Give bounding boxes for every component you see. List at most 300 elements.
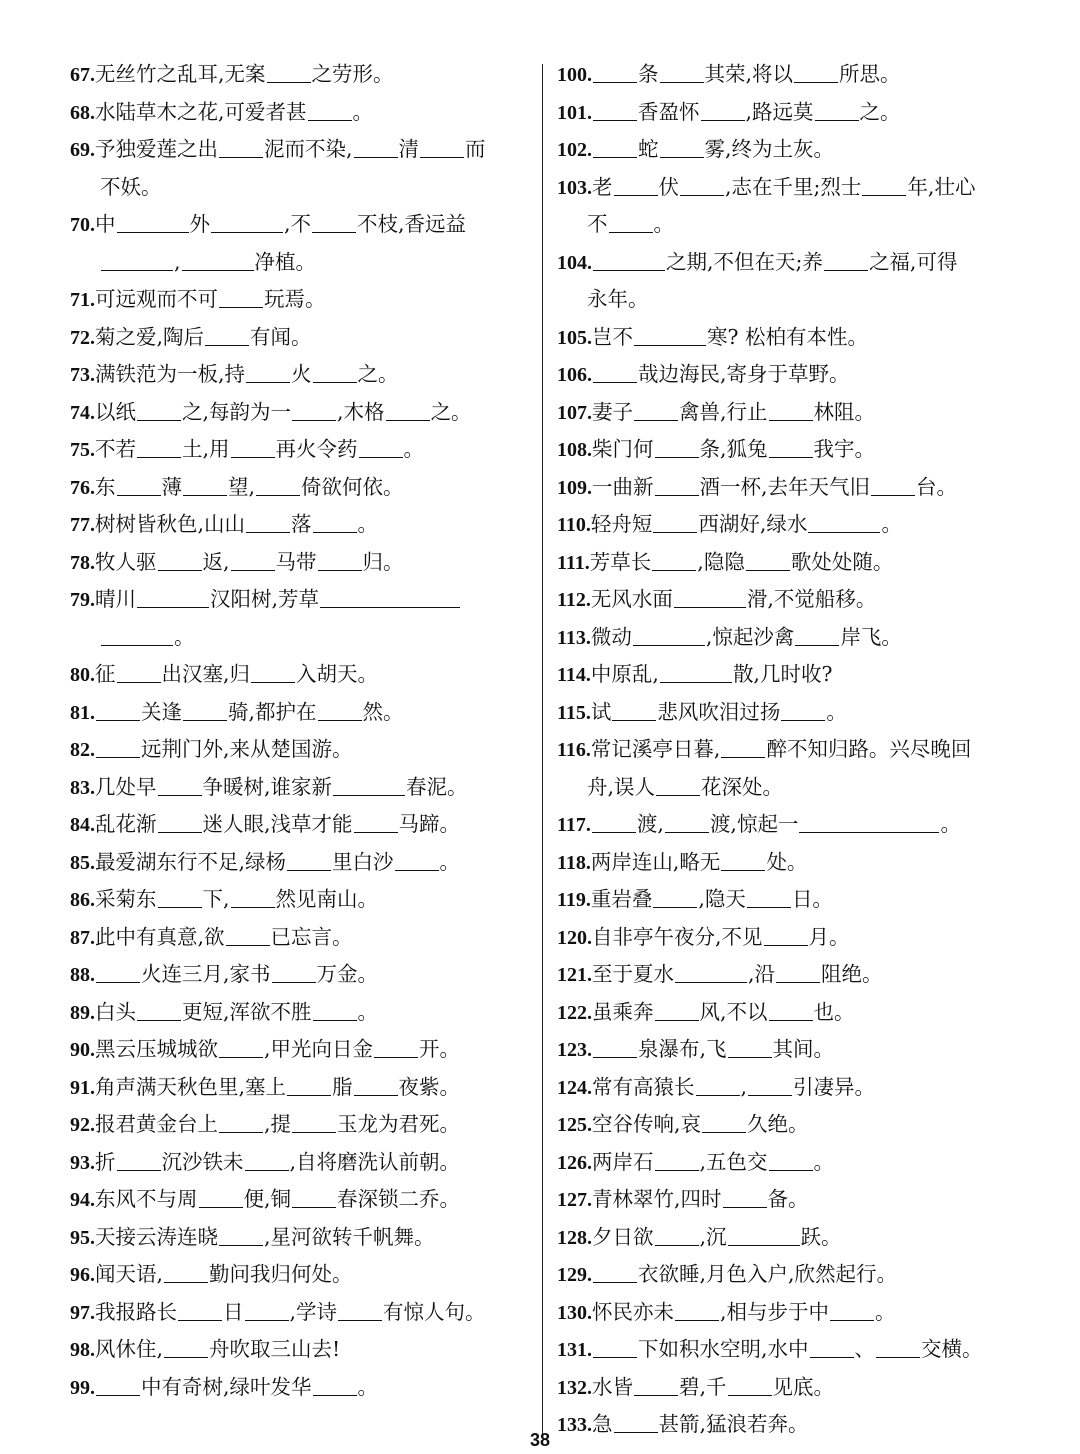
answer-blank[interactable] [318,698,362,721]
answer-blank[interactable] [272,960,316,983]
answer-blank[interactable] [313,998,357,1021]
answer-blank[interactable] [246,360,290,383]
answer-blank[interactable] [96,960,140,983]
answer-blank[interactable] [420,135,464,158]
question-text: 日。 [791,887,833,911]
answer-blank[interactable] [182,248,254,271]
answer-blank[interactable] [862,173,906,196]
question-text: 春深锁二乔。 [337,1187,461,1211]
answer-blank[interactable] [164,1260,208,1283]
question-text: 归。 [362,549,404,574]
question-number: 74. [70,401,95,424]
answer-blank[interactable] [794,60,838,83]
question-text: 林阻。 [813,399,876,424]
question-text: 风休住, [95,1337,164,1361]
question-line [70,731,532,769]
question-text: 骑,都护在 [228,699,317,724]
question-line [557,844,1027,882]
answer-blank[interactable] [333,773,405,796]
answer-blank[interactable] [338,1298,382,1321]
question-line [70,1106,532,1144]
question-text: 不若 [95,437,136,461]
question-text: 老 [592,174,613,199]
question-text: 至于夏水 [592,962,674,986]
question-line [70,506,532,544]
answer-blank[interactable] [593,360,637,383]
column-divider [542,64,543,1434]
answer-blank[interactable] [652,548,696,571]
question-text: 马蹄。 [398,812,461,836]
question-line [557,131,1027,169]
answer-blank[interactable] [117,473,161,496]
question-number: 133. [557,1414,592,1436]
answer-blank[interactable] [633,623,705,646]
answer-blank[interactable] [359,435,403,458]
answer-blank[interactable] [871,473,915,496]
answer-blank[interactable] [320,585,460,608]
question-number: 118. [557,851,591,874]
question-text: 倚欲何依。 [301,474,404,499]
answer-blank[interactable] [219,1223,263,1246]
question-text: 勤问我归何处。 [209,1262,353,1286]
question-text: 哉边海民,寄身于草野。 [638,362,850,386]
answer-blank[interactable] [395,848,439,871]
answer-blank[interactable] [876,1335,920,1358]
question-text: 条 [638,62,659,86]
answer-blank[interactable] [799,810,939,833]
question-text: 远荆门外,来从楚国游。 [141,737,353,761]
question-text: 处。 [766,849,808,874]
answer-blank[interactable] [183,698,227,721]
question-text: 渡, [636,812,664,836]
question-number: 117. [557,814,591,836]
question-line [70,1069,532,1107]
question-text: 。 [653,212,674,236]
question-line-continuation [70,619,532,657]
question-number: 79. [70,589,95,611]
answer-blank[interactable] [609,210,653,233]
answer-blank[interactable] [231,885,275,908]
question-number: 130. [557,1301,592,1324]
question-text: 。 [357,1374,379,1399]
answer-blank[interactable] [158,548,202,571]
answer-blank[interactable] [158,885,202,908]
question-text: 轻舟短 [590,512,653,536]
question-line [70,694,532,732]
question-text: 落 [291,512,312,536]
answer-blank[interactable] [354,810,398,833]
answer-blank[interactable] [354,1073,398,1096]
question-number: 69. [70,139,95,161]
answer-blank[interactable] [815,98,859,121]
question-number: 67. [70,64,95,86]
question-text: 柴门何 [592,437,654,461]
answer-blank[interactable] [96,1373,140,1396]
answer-blank[interactable] [634,1373,678,1396]
question-line [70,806,532,844]
answer-blank[interactable] [593,1260,637,1283]
answer-blank[interactable] [795,623,839,646]
question-text: 散,几时收? [732,662,833,686]
question-number: 97. [70,1301,95,1324]
question-text: 芳草长 [589,549,652,574]
question-text: 望, [228,474,256,499]
question-number: 77. [70,514,95,536]
answer-blank[interactable] [747,885,791,908]
question-line [557,1106,1027,1144]
answer-blank[interactable] [702,1110,746,1133]
question-number: 83. [70,776,95,799]
question-text: 之期,不但在天;养 [666,249,823,274]
answer-blank[interactable] [292,1185,336,1208]
question-number: 106. [557,364,592,386]
question-text: ,志在千里;烈士 [725,174,862,199]
question-line [557,1219,1027,1257]
answer-blank[interactable] [769,398,813,421]
question-line [70,394,532,432]
question-text: 妻子 [592,399,633,424]
question-number: 120. [557,926,592,949]
answer-blank[interactable] [592,810,636,833]
question-number: 104. [557,251,592,274]
answer-blank[interactable] [701,98,745,121]
question-text: 条,狐兔 [699,437,768,461]
question-line [70,431,532,469]
question-number: 90. [70,1039,95,1061]
question-text: 沉沙铁未 [161,1149,244,1174]
question-text: 伏 [658,174,679,199]
answer-blank[interactable] [251,660,295,683]
answer-blank[interactable] [292,398,336,421]
question-line [557,619,1027,657]
question-line-continuation [70,244,532,282]
question-text: 。 [357,999,379,1024]
question-text: 有惊人句。 [383,1299,486,1324]
answer-blank[interactable] [655,435,699,458]
answer-blank[interactable] [746,548,790,571]
question-number: 101. [557,101,592,124]
answer-blank[interactable] [655,998,699,1021]
question-number: 128. [557,1226,592,1249]
question-number: 132. [557,1376,592,1399]
question-number: 124. [557,1076,592,1099]
answer-blank[interactable] [660,135,704,158]
answer-blank[interactable] [748,1073,792,1096]
answer-blank[interactable] [776,960,820,983]
question-line [70,319,532,357]
answer-blank[interactable] [808,510,880,533]
question-line [70,94,532,132]
question-text: 其荣,将以 [704,62,794,86]
question-text: ,惊起沙禽 [705,624,795,649]
question-text: 急 [592,1412,613,1436]
question-line [557,1031,1027,1069]
question-line-continuation [557,206,1027,244]
question-text: 报君黄金台上 [95,1112,218,1136]
answer-blank[interactable] [593,98,637,121]
question-text: 。 [403,437,425,461]
answer-blank[interactable] [245,1298,289,1321]
question-text: 引凄异。 [793,1074,876,1099]
answer-blank[interactable] [96,735,140,758]
answer-blank[interactable] [680,173,724,196]
question-line [70,994,532,1032]
question-text: 便,铜 [243,1187,292,1211]
question-text: 火连三月,家书 [141,962,271,986]
answer-blank[interactable] [256,473,300,496]
question-line-continuation [70,169,532,207]
answer-blank[interactable] [696,1073,740,1096]
answer-blank[interactable] [593,1035,637,1058]
answer-blank[interactable] [287,848,331,871]
question-number: 96. [70,1264,95,1286]
answer-blank[interactable] [653,885,697,908]
page-number: 38 [529,1430,551,1450]
question-number: 71. [70,289,95,311]
question-text: 月。 [808,924,850,949]
question-text: 两岸石 [592,1149,654,1174]
question-text: 之劳形。 [311,62,394,86]
answer-blank[interactable] [117,1148,161,1171]
question-line [70,1294,532,1332]
question-text: 薄 [161,474,182,499]
answer-blank[interactable] [312,210,356,233]
answer-blank[interactable] [593,1335,637,1358]
answer-blank[interactable] [178,1298,222,1321]
answer-blank[interactable] [158,810,202,833]
question-text: 台。 [916,474,958,499]
question-text: 悲风吹泪过扬 [657,699,781,724]
answer-blank[interactable] [824,248,868,271]
question-number: 125. [557,1114,592,1136]
answer-blank[interactable] [164,1335,208,1358]
question-text: 玉龙为君死。 [337,1112,461,1136]
answer-blank[interactable] [675,960,747,983]
answer-blank[interactable] [728,1373,772,1396]
question-text: 春泥。 [406,774,468,799]
answer-blank[interactable] [101,623,173,646]
question-text: 夜紫。 [398,1074,461,1099]
question-text: 西湖好,绿水 [698,512,808,536]
question-text: 。 [881,512,902,536]
answer-blank[interactable] [769,998,813,1021]
question-text: 里白沙 [332,849,394,874]
answer-blank[interactable] [137,398,181,421]
question-line [557,656,1027,694]
answer-blank[interactable] [267,60,311,83]
answer-blank[interactable] [287,1073,331,1096]
answer-blank[interactable] [386,398,430,421]
answer-blank[interactable] [219,1035,263,1058]
answer-blank[interactable] [675,1298,719,1321]
question-text: , [174,249,181,274]
question-text: 年,壮心 [907,174,976,199]
question-text: 脂 [332,1074,353,1099]
answer-blank[interactable] [665,810,709,833]
answer-blank[interactable] [810,1335,854,1358]
question-text: ,不 [284,212,312,236]
answer-blank[interactable] [246,510,290,533]
answer-blank[interactable] [231,548,275,571]
answer-blank[interactable] [205,323,249,346]
answer-blank[interactable] [660,660,732,683]
question-text: 几处早 [95,774,157,799]
question-line [557,544,1027,582]
answer-blank[interactable] [226,923,270,946]
question-text: 清 [398,137,420,161]
answer-blank[interactable] [728,1035,772,1058]
question-text: 迷人眼,浅草才能 [202,812,353,836]
question-text: 最爱湖东行不足,绿杨 [95,849,287,874]
question-line [70,1219,532,1257]
answer-blank[interactable] [634,398,678,421]
answer-blank[interactable] [158,773,202,796]
question-text: 万金。 [316,962,379,986]
question-line [557,94,1027,132]
question-number: 93. [70,1151,95,1174]
question-text: 碧,千 [679,1374,727,1399]
question-text: 寒? 松柏有本性。 [707,324,869,349]
question-text: 开。 [419,1037,461,1061]
question-text: 。 [439,849,461,874]
question-text: 。 [352,99,374,124]
question-text: 虽乘奔 [592,999,654,1024]
question-text: 歌处处随。 [790,549,894,574]
answer-blank[interactable] [96,698,140,721]
answer-blank[interactable] [199,1185,243,1208]
question-text: 所思。 [839,62,901,86]
question-text: ,自将磨洗认前朝。 [289,1149,461,1174]
question-line [557,1144,1027,1182]
answer-blank[interactable] [117,660,161,683]
question-number: 111. [557,551,590,574]
question-text: 岂不 [592,324,633,349]
answer-blank[interactable] [721,735,765,758]
question-text: 中有奇树,绿叶发华 [141,1374,312,1399]
answer-blank[interactable] [656,773,700,796]
question-number: 107. [557,401,592,424]
answer-blank[interactable] [211,210,283,233]
answer-blank[interactable] [781,698,825,721]
answer-blank[interactable] [219,135,263,158]
question-number: 89. [70,1001,95,1024]
answer-blank[interactable] [137,998,181,1021]
answer-blank[interactable] [117,210,189,233]
answer-blank[interactable] [374,1035,418,1058]
answer-blank[interactable] [313,1373,357,1396]
answer-blank[interactable] [183,473,227,496]
answer-blank[interactable] [655,1223,699,1246]
question-text: 甚箭,猛浪若奔。 [658,1412,809,1436]
question-line [70,1031,532,1069]
question-text: 树树皆秋色,山山 [95,512,246,536]
question-number: 122. [557,1001,592,1024]
answer-blank[interactable] [769,1148,813,1171]
question-line [70,1331,532,1369]
question-text: 晴川 [95,587,136,611]
answer-blank[interactable] [593,60,637,83]
question-text: ,沿 [748,962,776,986]
question-line [557,956,1027,994]
answer-blank[interactable] [723,1185,767,1208]
answer-blank[interactable] [593,135,637,158]
question-text: 采菊东 [95,887,157,911]
answer-blank[interactable] [653,510,697,533]
answer-blank[interactable] [728,1223,800,1246]
answer-blank[interactable] [101,248,173,271]
question-text: 东 [95,474,116,499]
answer-blank[interactable] [292,1110,336,1133]
answer-blank[interactable] [313,360,357,383]
question-text: 。 [813,1149,835,1174]
question-text: 之福,可得 [868,249,958,274]
answer-blank[interactable] [231,435,275,458]
right-column [557,56,1027,1444]
answer-blank[interactable] [593,248,665,271]
question-text: ,隐天 [698,887,746,911]
answer-blank[interactable] [721,848,765,871]
question-text: 满铁范为一板,持 [95,362,246,386]
question-number: 70. [70,214,95,236]
question-number: 73. [70,364,95,386]
question-line [70,469,532,507]
answer-blank[interactable] [764,923,808,946]
answer-blank[interactable] [614,173,658,196]
answer-blank[interactable] [655,1148,699,1171]
answer-blank[interactable] [308,98,352,121]
question-text: 返, [202,549,230,574]
answer-blank[interactable] [660,60,704,83]
answer-blank[interactable] [354,135,398,158]
question-number: 99. [70,1376,95,1399]
question-text: 天接云涛连晓 [95,1224,218,1249]
question-text: 马带 [275,549,317,574]
answer-blank[interactable] [245,1148,289,1171]
answer-blank[interactable] [318,548,362,571]
answer-blank[interactable] [655,473,699,496]
question-text: 闻天语, [95,1262,164,1286]
answer-blank[interactable] [612,698,656,721]
question-number: 105. [557,326,592,349]
question-line [557,1331,1027,1369]
answer-blank[interactable] [830,1298,874,1321]
answer-blank[interactable] [634,323,706,346]
answer-blank[interactable] [137,435,181,458]
question-text: 火 [291,362,312,386]
question-text: 风,不以 [699,999,768,1024]
question-text: 而 [465,137,486,161]
question-text: 不枝,香远益 [357,212,467,236]
question-text: 水陆草木之花,可爱者甚 [95,99,307,124]
question-text: 入胡天。 [296,662,379,686]
question-line [557,469,1027,507]
question-text: 青林翠竹,四时 [592,1187,722,1211]
answer-blank[interactable] [219,285,263,308]
answer-blank[interactable] [219,1110,263,1133]
question-text: 汉阳树,芳草 [210,587,320,611]
answer-blank[interactable] [769,435,813,458]
question-line [70,356,532,394]
question-line [70,844,532,882]
question-text: 予独爱莲之出 [95,137,218,161]
question-text: 其间。 [772,1037,835,1061]
question-text: 水皆 [592,1374,633,1399]
answer-blank[interactable] [313,510,357,533]
question-text: 然。 [362,699,404,724]
question-text: 净植。 [254,249,317,274]
answer-blank[interactable] [674,585,746,608]
answer-blank[interactable] [137,585,209,608]
